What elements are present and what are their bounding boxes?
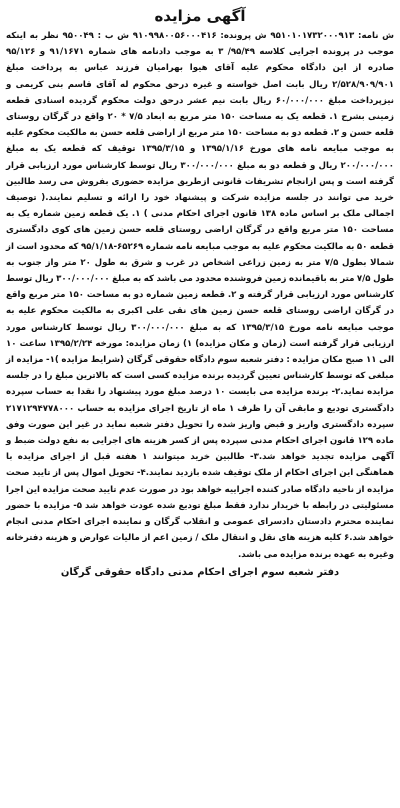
notice-body: ش نامه: ۹۵۱۰۱۰۱۷۳۲۰۰۰۹۱۳ ش پرونده: ۹۱۰۹۹۸۰۰۵۶۰۰۰۴۱۶ ش ب : ۹۵۰۰۴۹ نظر به اینکه موجب در پرونده اجرایی کلاسه ۹۵/۴۹/ ۳ به موجب دادنامه های شماره ۹۱/۱۶۷۱ و ۹۵/۱۲۶ صادره از این دادگاه محکوم علیه آقای هیوا بهرامیان فرزند عباس به پرداخت مبلغ ۲/۵۲۸/۹۰۹/۹۰۱ ریال بابت اصل خواسته و غیره درحق محکوم له آقای قاسم بنی کریمی و نیزپرداخت مبلغ ۶۰/۰۰۰/۰۰۰ ریال بابت نیم عشر درحق دولت محکوم گردیده اسنادی قطعه زمینی بشرح ۱. قطعه یک به مساحت ۱۵۰ متر مربع به ابعاد ۷/۵ * ۲۰ واقع در گرگان روستای قلعه حسن و ۲. قطعه دو به مساحت ۱۵۰ متر مربع از اراضی قلعه حسن به مالکیت محکوم علیه به موجب مبایعه نامه های مورخ ۱۳۹۵/۱/۱۶ و ۱۳۹۵/۳/۱۵ توقیف که قطعه یک به مبلغ ۲۰۰/۰۰۰/۰۰۰ ریال و قطعه دو به مبلغ ۳۰۰/۰۰۰/۰۰۰ ریال توسط کارشناس مورد ارزیابی قرار گرفته است و پس ازانجام تشریفات قانونی ازطریق مزایده حضوری بفروش می رسد طالبین خرید می توانند در جلسه مزایده شرکت و پیشنهاد خود را ارائه و تسلیم نمایند.( توصیف اجمالی ملک بر اساس ماده ۱۳۸ قانون اجرای احکام مدنی ) ۱. یک قطعه زمین شماره یک به مساحت ۱۵۰ متر مربع واقع در گرگان اراضی روستای قلعه حسن زمین های کوی دادگستری قطعه ۵۰ به مالکیت محکوم علیه به موجب مبایعه نامه شماره ۶۵۲۶۹-۹۵/۱/۱۸ که محدود است از شمالا بطول ۷/۵ متر به زمین زراعی اشخاص در غرب و شرق به طول ۲۰ متر واز جنوب به طول ۷/۵ متر به باقیمانده زمین فروشنده محدود می باشد که به مبلغ ۳۰۰/۰۰۰/۰۰۰ ریال توسط کارشناس مورد ارزیابی قرار گرفته و ۲. قطعه زمین شماره دو به مساحت ۱۵۰ متر مربع واقع در گرگان اراضی روستای قلعه حسن زمین های نقی علی اکبری به مالکیت محکوم علیه به موجب مبایعه نامه مورخ ۱۳۹۵/۳/۱۵ که به مبلغ ۳۰۰/۰۰۰/۰۰۰ ریال توسط کارشناس مورد ارزیابی قرار گرفته است (زمان و مکان مزایده) ۱) زمان مزایده: مورخه ۱۳۹۵/۲/۲۴ ساعت ۱۰ الی ۱۱ صبح مکان مزایده : دفتر شعبه سوم دادگاه حقوقی گرگان (شرایط مزایده )۱- مزایده از مبلغی که توسط کارشناس تعیین گردیده برنده مزایده کسی است که بالاترین مبلغ را در جلسه مزایده نماید.۲- برنده مزایده می بایست ۱۰ درصد مبلغ مورد پیشنهاد را نقدا به حساب سپرده دادگستری تودیع و مابقی آن را ظرف ۱ ماه از تاریخ اجرای مزایده به حساب ۲۱۷۱۲۹۴۷۷۸۰۰۰ سپرده دادگستری واریز و قبض واریز شده را تحویل دفتر شعبه نماید در غیر این صورت وفق ماده ۱۲۹ قانون اجرای احکام مدنی سپرده پس از کسر هزینه های اجرایی به نفع دولت ضبط و آگهی مزایده تجدید خواهد شد.۳- طالبین خرید میتوانند ۱ هفته قبل از اجرای مزایده با هماهنگی این اجرای احکام از ملک توقیف شده بازدید نمایند.۴- تحویل اموال پس از تایید صحت مزایده از ناحیه دادگاه صادر کننده اجراییه خواهد بود در صورت عدم تایید صحت مزایده این اجرا مسئولیتی در رابطه با خریدار ندارد فقط مبلغ تودیع شده عودت خواهد شد ۵- مزایده با حضور نماینده محترم دادستان دادسرای عمومی و انقلاب گرگان و نماینده اجرای احکام مدنی انجام خواهد شد.۶ کلیه هزینه های نقل و انتقال ملک / زمین اعم از مالیات عوارض و هزینه دفترخانه وغیره به عهده برنده مزایده می باشد.: [6, 31, 395, 560]
notice-title: آگهی مزایده: [154, 7, 246, 25]
notice-footer-signature: دفتر شعبه سوم اجرای احکام مدنی دادگاه حقوقی گرگان: [60, 566, 340, 578]
